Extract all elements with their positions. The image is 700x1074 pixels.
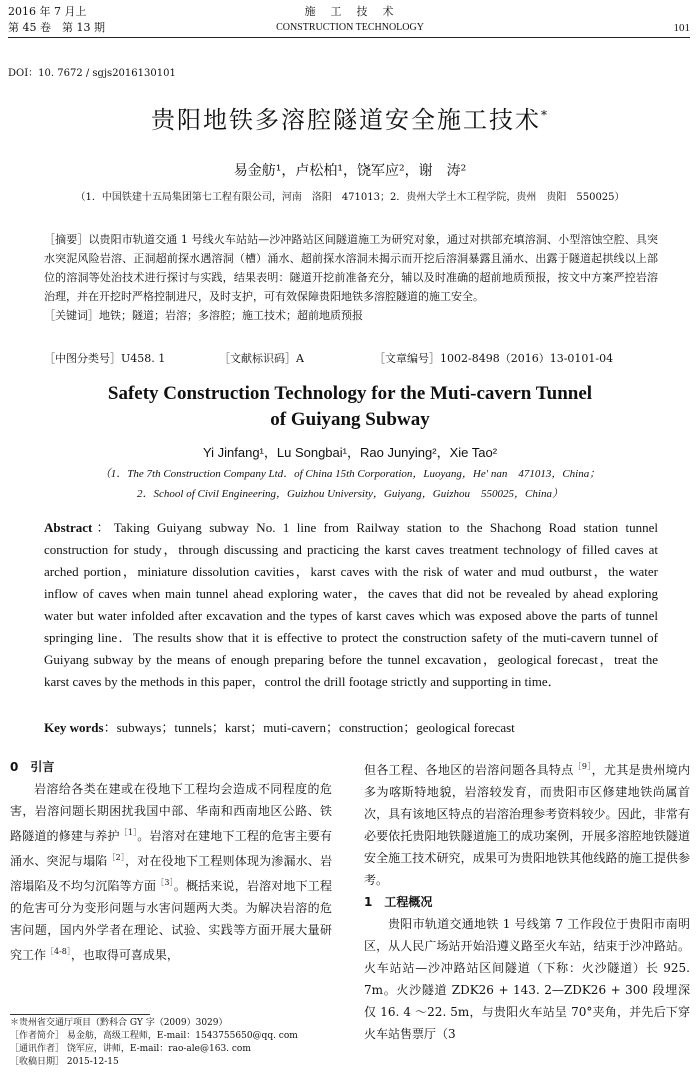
- p-text: 岩溶给各类在建或在役地下工程均会造成不同程度的危害，岩溶问题长期困扰我国中部、华南和西南地区公路、铁路隧道的修建与养护: [10, 782, 332, 843]
- section-0-paragraph: [10, 778, 332, 966]
- left-column: [10, 756, 332, 966]
- abstract-cn-text: 以贵阳市轨道交通 1 号线火车站站—沙冲路站区间隧道施工为研究对象，通过对拱部充填溶洞、小型溶蚀空腔、具突水突泥风险岩溶、正洞超前探水遇溶洞（槽）涌水、超前探水溶洞未揭示而开挖后溶洞暴露且涌水、出露于隧道起拱线以上部位的溶洞等处治技术进行探讨与实践，结果表明：隧道开挖前准备充分，辅以及时准确的超前地质预报，按文中方案严控岩溶治理，并在开挖时严格控制进尺，及时支护，可有效保障贵阳地铁多溶腔隧道的施工安全。: [44, 233, 658, 303]
- p-text: ，也取得可喜成果，: [70, 948, 179, 962]
- page-number: 101: [673, 22, 690, 34]
- keywords-cn-text: 地铁；隧道；岩溶；多溶腔；施工技术；超前地质预报: [99, 309, 363, 322]
- keywords-en-label: Key words: [44, 720, 104, 735]
- header-journal-en: CONSTRUCTION TECHNOLOGY: [276, 22, 424, 33]
- doi: DOI：10. 7672 / sgjs2016130101: [8, 68, 176, 79]
- footnote-author: ［作者简介］ 易金舫，高级工程师，E-mail：1543755650@qq. com: [10, 1031, 298, 1041]
- right-column: [364, 756, 690, 1045]
- citation-1[interactable]: ［1］: [119, 828, 138, 837]
- authors-en: Yi Jinfang¹，Lu Songbai¹，Rao Junying²，Xie Tao²: [202, 445, 498, 460]
- header-volume: 第 45 卷 第 13 期: [8, 21, 105, 34]
- citation-4-8[interactable]: ［4-8］: [46, 947, 71, 956]
- classification-row: [44, 350, 658, 366]
- clc-label: ［中图分类号］: [44, 352, 121, 365]
- authors-cn: 易金舫¹，卢松柏¹，饶军应²，谢 涛²: [233, 163, 467, 179]
- citation-2[interactable]: ［2］: [107, 853, 126, 862]
- title-en-line2: of Guiyang Subway: [270, 409, 430, 430]
- section-1-title: 1 工程概况: [364, 895, 433, 909]
- article-no-value: 1002-8498（2016）13-0101-04: [440, 352, 614, 365]
- keywords-en: [44, 717, 658, 736]
- header-journal-cn: 施 工 技 术: [304, 5, 396, 18]
- affiliation-cn: （1．中国铁建十五局集团第七工程有限公司，河南 洛阳 471013；2．贵州大学土木工程学院，贵州 贵阳 550025）: [75, 192, 625, 203]
- abstract-en: [44, 517, 658, 693]
- footnote-fund: ＊贵州省交通厅项目（黔科合 GY 字（2009）3029）: [10, 1018, 228, 1028]
- p-text: ，尤其是贵州境内多为喀斯特地貌，岩溶较发育，而贵阳市区修建地铁尚属首次，具有该地区特点的岩溶治理参考资料较少。因此，非常有必要依托贵阳地铁隧道施工的成功案例，开展多溶腔地铁隧道安全施工技术研究，成果可为贵阳地铁其他线路的施工提供参考。: [364, 763, 690, 887]
- citation-3[interactable]: ［3］: [156, 878, 174, 887]
- affiliation-en-1: （1．The 7th Construction Company Ltd．of China 15th Corporation，Luoyang，He' nan 471013，China；: [99, 468, 601, 480]
- doc-code-value: A: [296, 352, 304, 365]
- section-1-paragraph: 贵阳市轨道交通地铁 1 号线第 7 工作段位于贵阳市南明区，从人民广场站开始沿遵义路至火车站，结束于沙冲路站。火车站站—沙冲路站区间隧道（下称：火沙隧道）长 925. 7m。火沙隧道 ZDK26 + 143. 2—ZDK26 + 300 段埋深仅 16. 4 ～22. 5m，与贵阳火车站呈 70°夹角，并先后下穿火车站售票厅（3: [364, 917, 690, 1041]
- right-paragraph-1: [364, 756, 690, 891]
- footnote-received: ［收稿日期］ 2015-12-15: [10, 1057, 119, 1067]
- section-0-title: 0 引言: [10, 760, 55, 774]
- affiliation-en-2: 2．School of Civil Engineering，Guizhou University，Guiyang，Guizhou 550025，China）: [137, 488, 563, 500]
- title-en-line1: Safety Construction Technology for the Muti-cavern Tunnel: [107, 383, 593, 404]
- p-text: ，对在役地下工程则体现为渗漏水、岩溶塌陷及不均匀沉陷等方面: [10, 854, 332, 893]
- abstract-en-text: ：Taking Guiyang subway No. 1 line from Railway station to the Shachong Road station tunnel construction for study，through discussing and practicing the karst caves treatment technology of filled caves at arched portion，miniature dissolution cavities，karst caves with the risk of water and mud outburst，the water inflow of caves when main tunnel ahead exploring water，the caves that did not be revealed by ahead exploring water but water infolded after excavation and the types of karst caves which was exposed above the parts of tunnel springing line．The results show that it is effective to protect the construction safety of the muti-cavern tunnel of Guiyang subway by the means of enough preparing before the tunnel excavation，geological forecast，treat the karst caves by the methods in this paper，control the drill footage strictly and supporting in time．: [44, 520, 658, 689]
- abstract-en-label: Abstract: [44, 520, 93, 535]
- p-text: 。概括来说，岩溶对地下工程的危害可分为变形问题与水害问题两大类。为解决岩溶的危害问题，国内外学者在理论、试验、实践等方面开展大量研究工作: [10, 879, 332, 962]
- title-star: *: [541, 108, 549, 122]
- citation-9[interactable]: ［9］: [573, 762, 592, 771]
- p-text: 。岩溶对在建地下工程的危害主要有涌水、突泥与塌陷: [10, 829, 332, 868]
- title-cn: [0, 100, 700, 135]
- keywords-cn-label: ［关键词］: [44, 309, 99, 322]
- doc-code-label: ［文献标识码］: [219, 352, 296, 365]
- abstract-cn: [44, 230, 658, 325]
- title-cn-text: 贵阳地铁多溶腔隧道安全施工技术: [151, 106, 541, 134]
- clc-value: U458. 1: [121, 352, 166, 365]
- footnotes: [10, 1017, 332, 1069]
- header-date: 2016 年 7 月上: [8, 5, 87, 18]
- p-text: 但各工程、各地区的岩溶问题各具特点: [364, 763, 574, 777]
- article-no-label: ［文章编号］: [374, 352, 440, 365]
- header-rule: [8, 37, 690, 38]
- abstract-cn-label: ［摘要］: [44, 233, 89, 246]
- keywords-en-text: ：subways；tunnels；karst；muti-cavern；construction；geological forecast: [103, 720, 515, 735]
- footnote-rule: [10, 1014, 150, 1015]
- footnote-corresponding: ［通讯作者］ 饶军应，讲师，E-mail：rao-ale@163. com: [10, 1044, 251, 1054]
